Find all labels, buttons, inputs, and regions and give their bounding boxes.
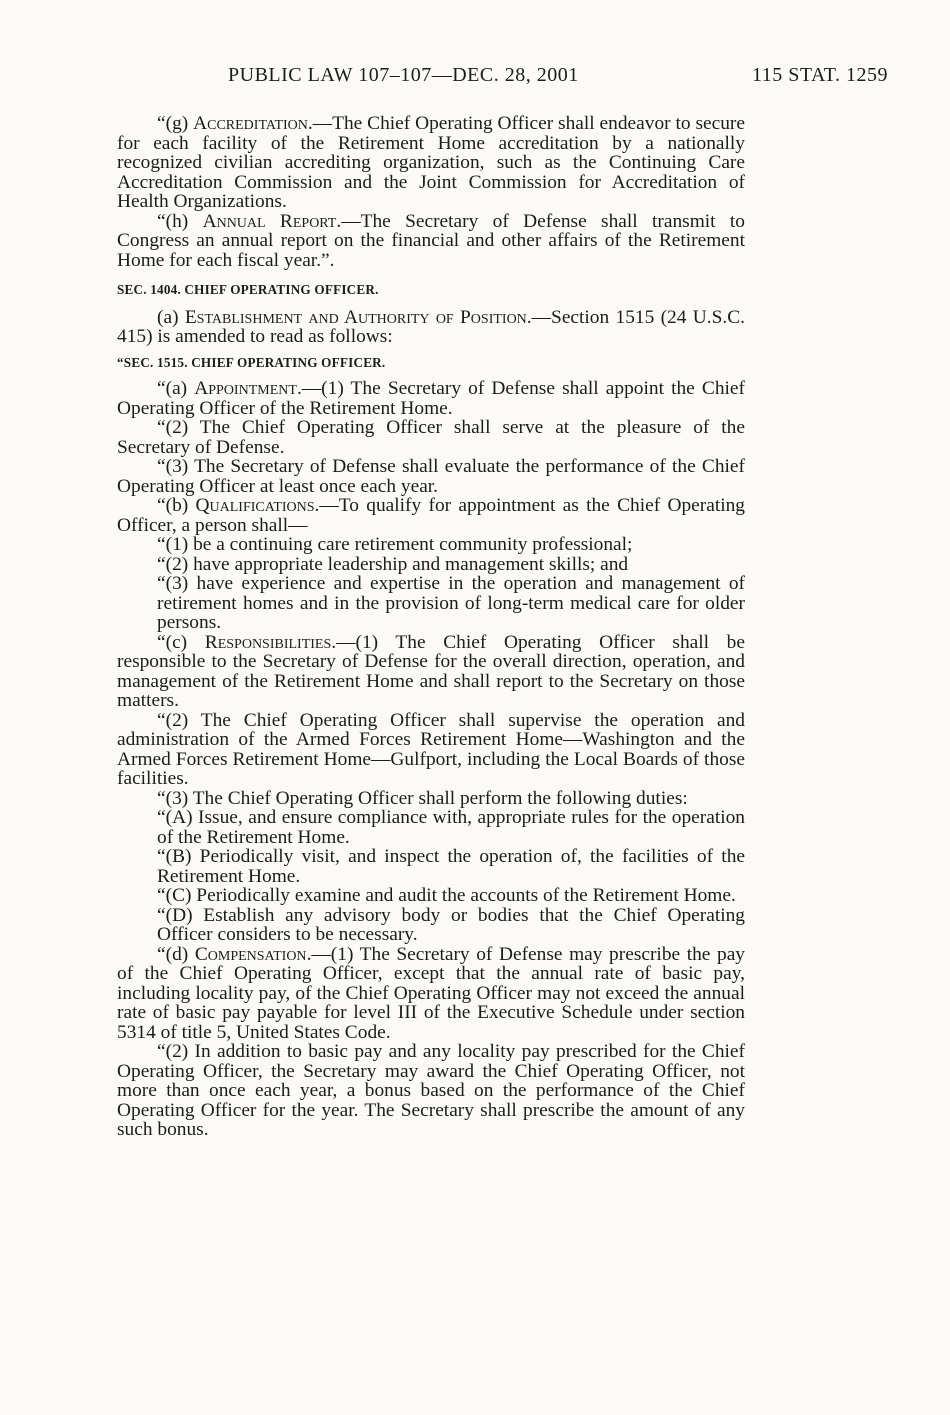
paragraph-appointment-3: “(3) The Secretary of Defense shall evaluate the performance of the Chief Operating Officer at least once each year. <box>117 456 745 497</box>
paragraph-h-annual-report <box>117 212 745 271</box>
paragraph-heading: Compensation <box>194 943 307 965</box>
paragraph-text: .—(1) The Secretary of Defense may prescribe the pay of the Chief Operating Officer, except that the annual rate of basic pay, including locality pay, of the Chief Operating Officer may not exceed the annual rate of basic pay payable for level III of the Executive Schedule under section 5314 of title 5, United States Code. <box>117 943 745 1043</box>
paragraph-text: .—(1) The Chief Operating Officer shall be responsible to the Secretary of Defense for the overall direction, operation, and management of the Retirement Home and shall report to the Secretary on those matters. <box>117 631 745 711</box>
qualification-item: “(2) have appropriate leadership and management skills; and <box>157 553 629 575</box>
section-heading-1515: “SEC. 1515. CHIEF OPERATING OFFICER. <box>117 354 386 370</box>
paragraph-qualifications <box>117 496 745 535</box>
paragraph-responsibilities <box>117 633 745 711</box>
document-body <box>117 114 745 1140</box>
paragraph-text: .—Section 1515 (24 U.S.C. 415) is amended to read as follows: <box>117 306 745 347</box>
duty-item: “(D) Establish any advisory body or bodies that the Chief Operating Officer considers to be necessary. <box>157 904 745 945</box>
paragraph-compensation <box>117 945 745 1043</box>
paragraph-heading: Accreditation <box>193 113 308 134</box>
paragraph-heading: Annual Report <box>202 210 337 232</box>
paragraph-heading: Appointment <box>194 378 297 399</box>
duty-item: “(C) Periodically examine and audit the accounts of the Retirement Home. <box>157 885 736 906</box>
running-head: PUBLIC LAW 107–107—DEC. 28, 2001 <box>228 64 579 86</box>
qualification-item: “(3) have experience and expertise in the operation and management of retirement homes and in the provision of long-term medical care for older persons. <box>157 573 745 633</box>
section-heading-1404: SEC. 1404. CHIEF OPERATING OFFICER. <box>117 282 379 297</box>
paragraph-open: “(c) <box>157 631 205 653</box>
paragraph-responsibilities-3: “(3) The Chief Operating Officer shall perform the following duties: <box>157 787 688 809</box>
paragraph-open: (a) <box>157 306 185 328</box>
paragraph-open: “(b) <box>157 495 196 516</box>
paragraph-text: .—(1) The Secretary of Defense shall appoint the Chief Operating Officer of the Retirement Home. <box>117 378 745 419</box>
duty-item: “(A) Issue, and ensure compliance with, appropriate rules for the operation of the Retirement Home. <box>157 807 745 848</box>
paragraph-open: “(g) <box>157 113 194 134</box>
paragraph-text: .—The Chief Operating Officer shall endeavor to secure for each facility of the Retirement Home accreditation by a nationally recognized civilian accrediting organization, such as the Continuing Care Accreditation Commission and the Joint Commission for Accreditation of Health Organizations. <box>117 113 745 212</box>
paragraph-heading: Establishment and Authority of Position <box>184 306 527 328</box>
statute-page-number: 115 STAT. 1259 <box>752 64 888 86</box>
paragraph-heading: Responsibilities <box>204 631 332 653</box>
paragraph-text: .—The Secretary of Defense shall transmit to Congress an annual report on the financial and other affairs of the Retirement Home for each fiscal year.”. <box>117 210 745 271</box>
page-header <box>0 64 950 92</box>
paragraph-appointment <box>117 379 745 418</box>
paragraph-open: “(d) <box>157 943 195 965</box>
paragraph-text: .—To qualify for appointment as the Chief Operating Officer, a person shall— <box>117 495 745 536</box>
paragraph-a-establishment <box>117 308 745 347</box>
paragraph-compensation-2: “(2) In addition to basic pay and any locality pay prescribed for the Chief Operating Officer, the Secretary may award the Chief Operating Officer, not more than once each year, a bonus based on the performance of the Chief Operating Officer for the year. The Secretary shall prescribe the amount of any such bonus. <box>117 1041 745 1140</box>
paragraph-open: “(a) <box>157 378 195 399</box>
paragraph-g-accreditation <box>117 114 745 212</box>
paragraph-heading: Qualifications <box>195 495 315 516</box>
duty-item: “(B) Periodically visit, and inspect the operation of, the facilities of the Retirement Home. <box>157 846 745 887</box>
qualification-item: “(1) be a continuing care retirement community professional; <box>157 534 633 555</box>
paragraph-open: “(h) <box>157 210 203 232</box>
paragraph-appointment-2: “(2) The Chief Operating Officer shall serve at the pleasure of the Secretary of Defense. <box>117 417 745 458</box>
paragraph-responsibilities-2: “(2) The Chief Operating Officer shall supervise the operation and administration of the Armed Forces Retirement Home—Washington and the Armed Forces Retirement Home—Gulfport, including the Local Boards of those facilities. <box>117 709 745 789</box>
